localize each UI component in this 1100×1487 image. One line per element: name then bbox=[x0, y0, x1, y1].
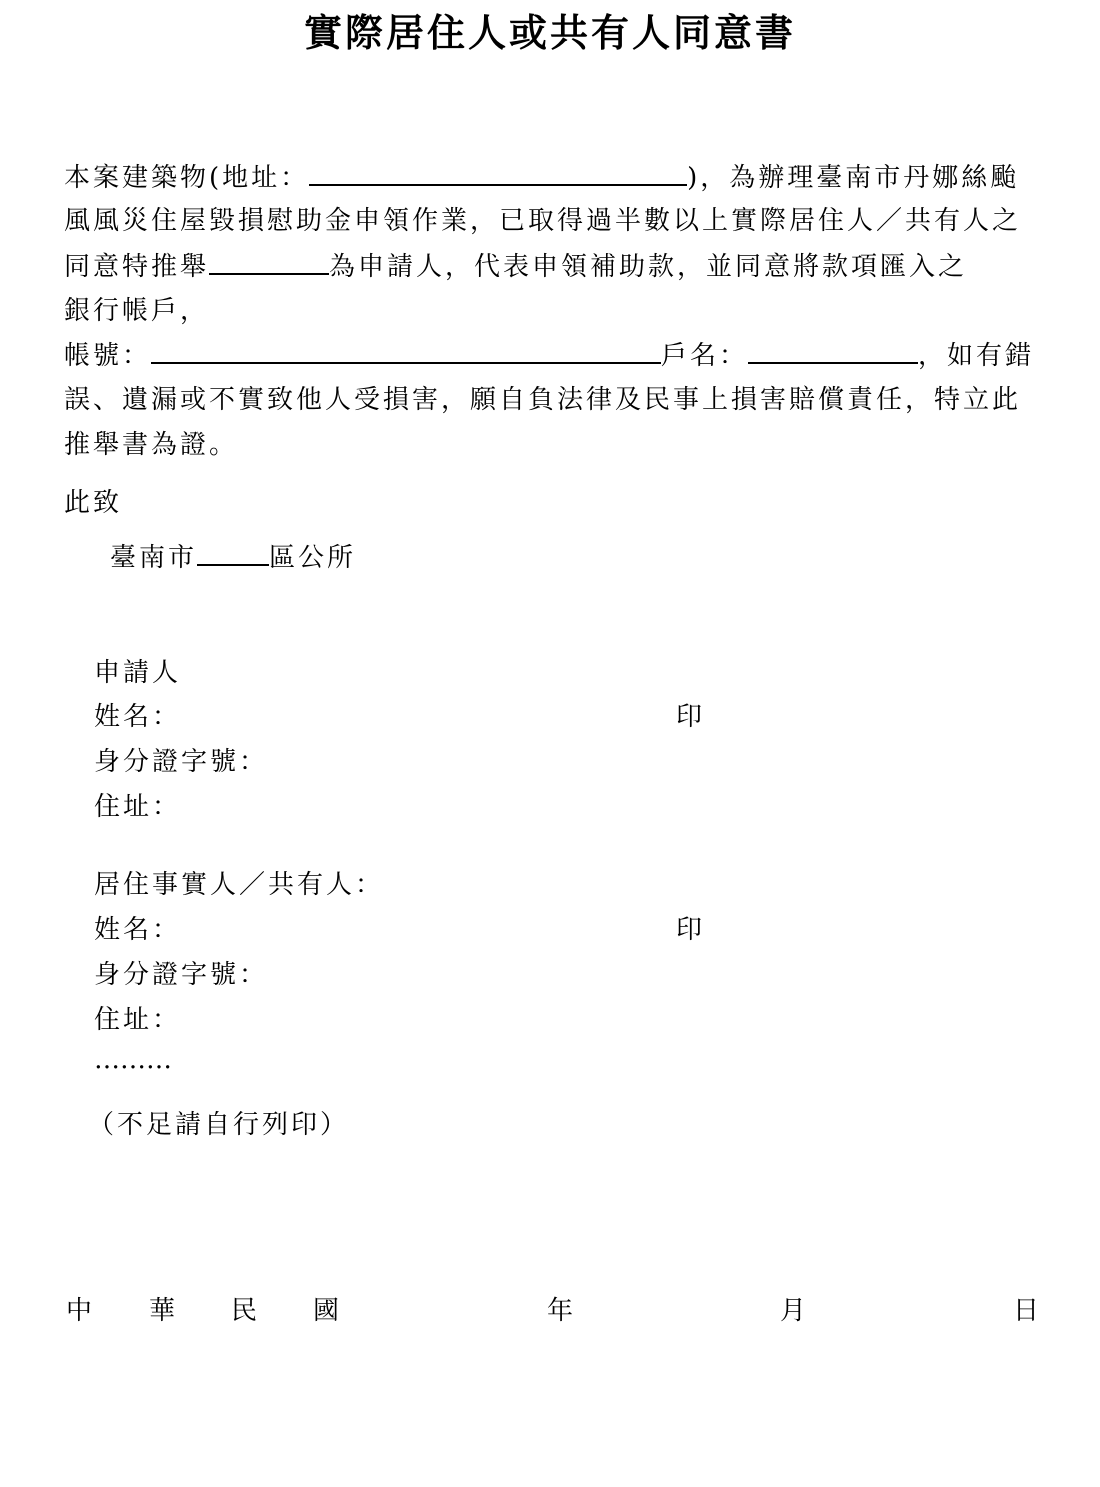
district-blank[interactable] bbox=[197, 540, 269, 566]
account-number-label: 帳號： bbox=[64, 341, 152, 371]
salutation: 此致 bbox=[64, 488, 123, 518]
recipient-office: 區公所 bbox=[269, 543, 357, 573]
applicant-address-label: 住址： bbox=[94, 792, 182, 822]
address-blank[interactable] bbox=[309, 160, 687, 186]
date-era-4: 國 bbox=[313, 1296, 340, 1326]
date-era-3: 民 bbox=[231, 1296, 258, 1326]
nominate-label: 同意特推舉 bbox=[64, 252, 210, 282]
paragraph-line-1-rest: )，為辦理臺南市丹娜絲颱 bbox=[687, 163, 1020, 193]
print-note: （不足請自行列印） bbox=[88, 1110, 350, 1140]
paragraph-line-2: 風風災住屋毀損慰助金申領作業，已取得過半數以上實際居住人／共有人之 bbox=[64, 206, 1022, 236]
co-owner-address-label: 住址： bbox=[94, 1005, 182, 1035]
paragraph-line-1 bbox=[64, 160, 1019, 195]
date-month: 月 bbox=[780, 1296, 807, 1326]
applicant-heading: 申請人 bbox=[94, 658, 182, 688]
account-name-blank[interactable] bbox=[748, 338, 918, 364]
co-owner-heading: 居住事實人／共有人： bbox=[94, 870, 385, 900]
applicant-name-label: 姓名： bbox=[94, 702, 182, 732]
date-era-2: 華 bbox=[149, 1296, 176, 1326]
account-name-label: 戶名： bbox=[661, 341, 749, 371]
recipient-city: 臺南市 bbox=[110, 543, 198, 573]
date-year: 年 bbox=[547, 1296, 574, 1326]
paragraph-line-4: 銀行帳戶， bbox=[64, 296, 210, 326]
paragraph-line-6: 誤、遺漏或不實致他人受損害，願自負法律及民事上損害賠償責任，特立此 bbox=[64, 385, 1022, 415]
document-title: 實際居住人或共有人同意書 bbox=[303, 10, 796, 55]
paragraph-line-7: 推舉書為證。 bbox=[64, 430, 239, 460]
recipient-line bbox=[110, 540, 356, 575]
co-owner-name-label: 姓名： bbox=[94, 915, 182, 945]
co-owner-seal: 印 bbox=[676, 915, 706, 945]
paragraph-line-3 bbox=[64, 249, 967, 284]
account-number-blank[interactable] bbox=[151, 338, 661, 364]
date-day: 日 bbox=[1013, 1296, 1040, 1326]
applicant-seal: 印 bbox=[676, 702, 706, 732]
applicant-id-label: 身分證字號： bbox=[94, 747, 269, 777]
address-label: 本案建築物(地址： bbox=[64, 163, 310, 193]
co-owner-ellipsis: ……… bbox=[94, 1045, 172, 1075]
co-owner-id-label: 身分證字號： bbox=[94, 960, 269, 990]
paragraph-line-5 bbox=[64, 338, 1034, 373]
paragraph-line-3-rest: 為申請人，代表申領補助款，並同意將款項匯入之 bbox=[329, 252, 968, 282]
applicant-name-blank[interactable] bbox=[209, 249, 329, 275]
date-era-1: 中 bbox=[66, 1296, 93, 1326]
paragraph-line-5-rest: ，如有錯 bbox=[918, 341, 1035, 371]
